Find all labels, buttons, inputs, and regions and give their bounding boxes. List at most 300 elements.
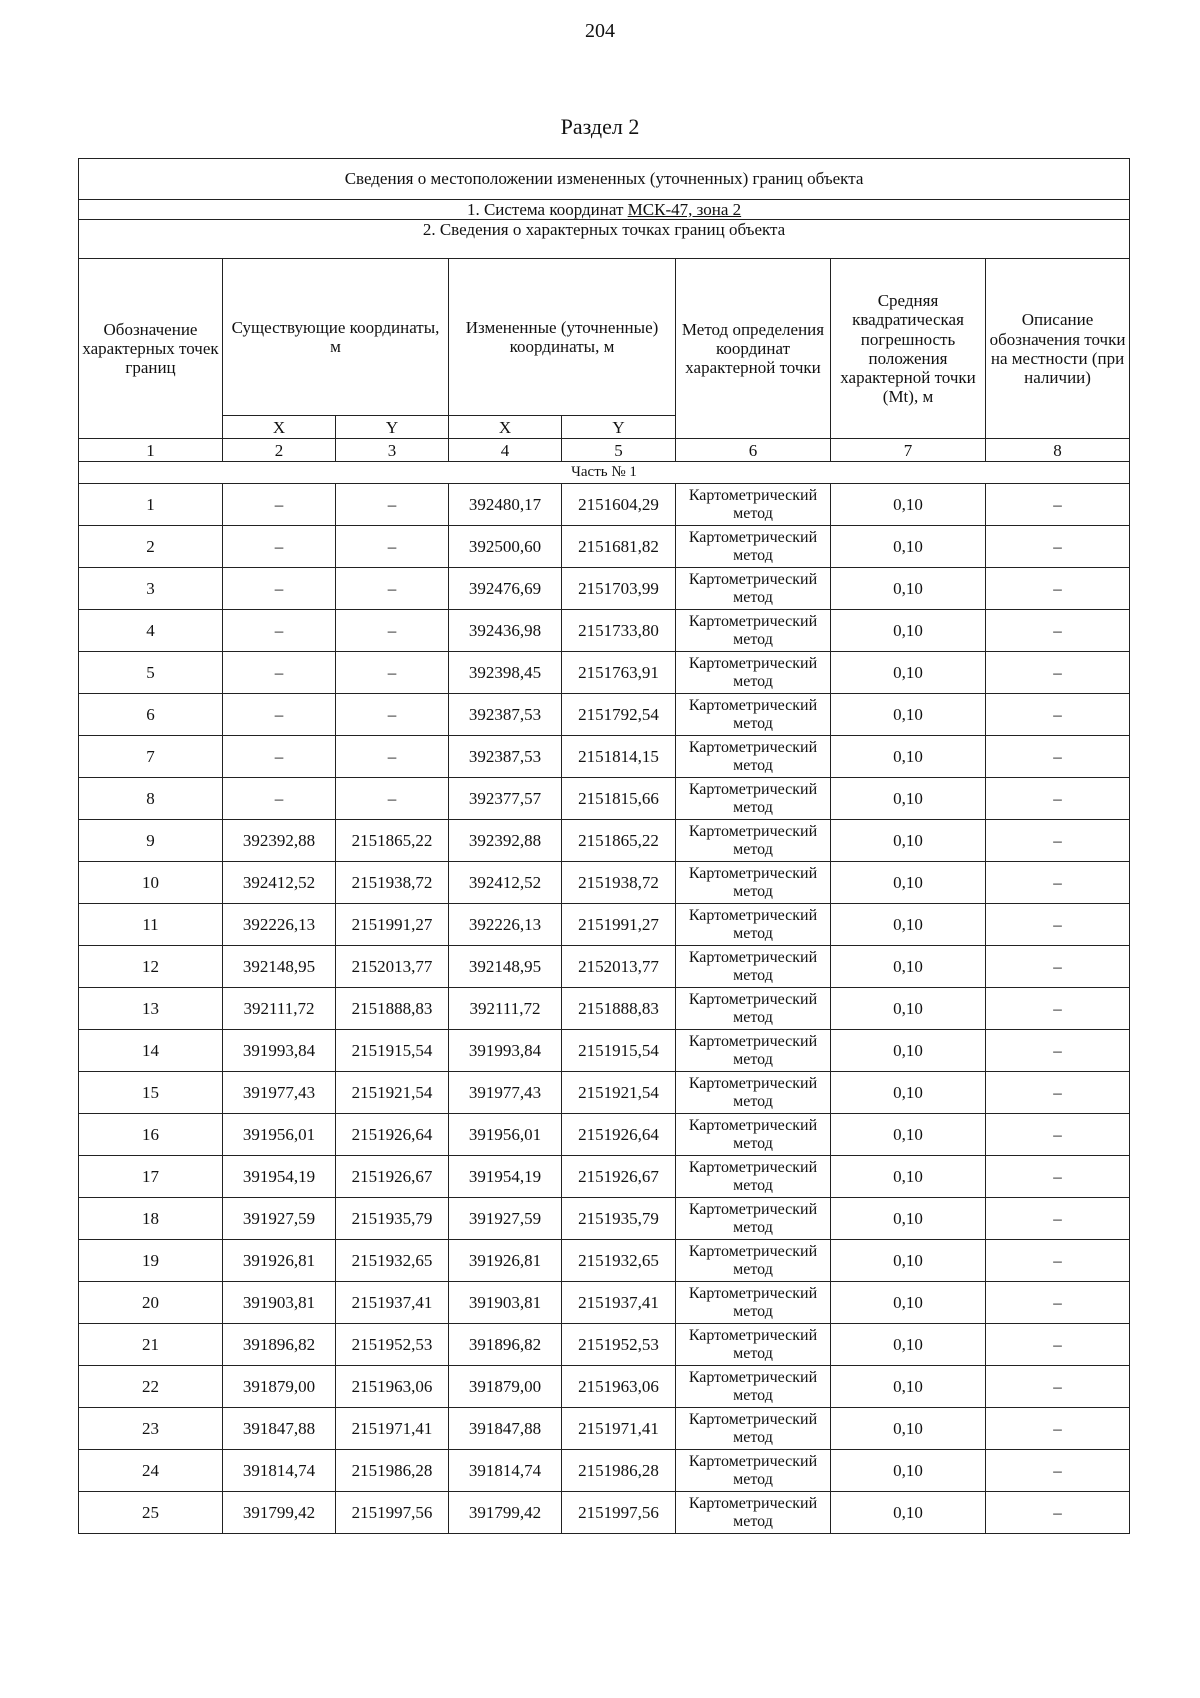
table-row xyxy=(79,820,1130,862)
method-line1: Картометрический xyxy=(688,864,818,882)
existing-x-cell: 391993,84 xyxy=(223,1030,336,1072)
header-designation: Обозначение характерных точек границ xyxy=(79,259,223,439)
coord-system-value: МСК-47, зона 2 xyxy=(627,200,742,219)
method-line2: метод xyxy=(733,504,773,522)
page-number: 204 xyxy=(585,20,615,42)
description-cell: – xyxy=(986,1408,1130,1450)
existing-x-cell: – xyxy=(223,652,336,694)
point-number-cell: 7 xyxy=(79,736,223,778)
changed-x-cell: 391799,42 xyxy=(449,1492,562,1534)
error-value-cell: 0,10 xyxy=(831,1324,986,1366)
changed-y-cell: 2151915,54 xyxy=(562,1030,676,1072)
changed-x-cell: 391927,59 xyxy=(449,1198,562,1240)
table-row xyxy=(79,1198,1130,1240)
description-cell: – xyxy=(986,988,1130,1030)
existing-x-cell: – xyxy=(223,484,336,526)
method-cell xyxy=(676,1366,831,1408)
changed-y-cell: 2151604,29 xyxy=(562,484,676,526)
error-value-cell: 0,10 xyxy=(831,1114,986,1156)
description-cell: – xyxy=(986,736,1130,778)
method-line2: метод xyxy=(733,1260,773,1278)
method-line2: метод xyxy=(733,1092,773,1110)
existing-x-cell: 391814,74 xyxy=(223,1450,336,1492)
table-row xyxy=(79,568,1130,610)
table-row xyxy=(79,1072,1130,1114)
point-number-cell: 9 xyxy=(79,820,223,862)
existing-y-cell: – xyxy=(336,610,449,652)
column-number: 2 xyxy=(223,439,336,462)
method-line2: метод xyxy=(733,924,773,942)
changed-x-cell: 392500,60 xyxy=(449,526,562,568)
changed-y-cell: 2151681,82 xyxy=(562,526,676,568)
point-number-cell: 6 xyxy=(79,694,223,736)
method-line2: метод xyxy=(733,1134,773,1152)
existing-x-cell: – xyxy=(223,736,336,778)
description-cell: – xyxy=(986,862,1130,904)
method-line2: метод xyxy=(733,1218,773,1236)
point-number-cell: 13 xyxy=(79,988,223,1030)
method-line2: метод xyxy=(733,756,773,774)
error-value-cell: 0,10 xyxy=(831,1240,986,1282)
existing-y-cell: 2151865,22 xyxy=(336,820,449,862)
description-cell: – xyxy=(986,904,1130,946)
existing-y-cell: 2151935,79 xyxy=(336,1198,449,1240)
error-value-cell: 0,10 xyxy=(831,694,986,736)
changed-y-cell: 2151935,79 xyxy=(562,1198,676,1240)
point-number-cell: 5 xyxy=(79,652,223,694)
changed-y-cell: 2151952,53 xyxy=(562,1324,676,1366)
section-title: Раздел 2 xyxy=(560,114,640,139)
existing-y-cell: – xyxy=(336,568,449,610)
header-changed-x: X xyxy=(449,416,562,439)
error-value-cell: 0,10 xyxy=(831,1450,986,1492)
header-method: Метод определения координат характерной точки xyxy=(676,259,831,439)
method-cell xyxy=(676,1408,831,1450)
error-value-cell: 0,10 xyxy=(831,862,986,904)
changed-y-cell: 2151792,54 xyxy=(562,694,676,736)
method-line2: метод xyxy=(733,1512,773,1530)
changed-x-cell: 391956,01 xyxy=(449,1114,562,1156)
method-line1: Картометрический xyxy=(688,1032,818,1050)
changed-y-cell: 2151733,80 xyxy=(562,610,676,652)
method-cell xyxy=(676,1492,831,1534)
existing-y-cell: – xyxy=(336,526,449,568)
method-line1: Картометрический xyxy=(688,1116,818,1134)
existing-x-cell: – xyxy=(223,568,336,610)
existing-y-cell: – xyxy=(336,778,449,820)
point-number-cell: 8 xyxy=(79,778,223,820)
changed-x-cell: 391814,74 xyxy=(449,1450,562,1492)
table-row xyxy=(79,904,1130,946)
column-number: 8 xyxy=(986,439,1130,462)
description-cell: – xyxy=(986,1156,1130,1198)
point-number-cell: 2 xyxy=(79,526,223,568)
changed-y-cell: 2151921,54 xyxy=(562,1072,676,1114)
changed-y-cell: 2151937,41 xyxy=(562,1282,676,1324)
method-line1: Картометрический xyxy=(688,948,818,966)
description-cell: – xyxy=(986,1072,1130,1114)
method-cell xyxy=(676,820,831,862)
method-cell xyxy=(676,1156,831,1198)
changed-y-cell: 2151963,06 xyxy=(562,1366,676,1408)
changed-y-cell: 2152013,77 xyxy=(562,946,676,988)
table-row xyxy=(79,1366,1130,1408)
point-number-cell: 21 xyxy=(79,1324,223,1366)
method-line2: метод xyxy=(733,588,773,606)
description-cell: – xyxy=(986,484,1130,526)
part-label: Часть № 1 xyxy=(79,462,1130,484)
method-line1: Картометрический xyxy=(688,1368,818,1386)
existing-y-cell: 2151938,72 xyxy=(336,862,449,904)
method-line1: Картометрический xyxy=(688,822,818,840)
changed-x-cell: 391993,84 xyxy=(449,1030,562,1072)
method-line1: Картометрический xyxy=(688,1200,818,1218)
changed-y-cell: 2151997,56 xyxy=(562,1492,676,1534)
header-description: Описание обозначения точки на местности (при наличии) xyxy=(986,259,1130,439)
description-cell: – xyxy=(986,1366,1130,1408)
method-line2: метод xyxy=(733,1344,773,1362)
existing-y-cell: 2151986,28 xyxy=(336,1450,449,1492)
method-line2: метод xyxy=(733,1302,773,1320)
error-value-cell: 0,10 xyxy=(831,1072,986,1114)
header-existing-coords: Существующие координаты, м xyxy=(223,259,449,416)
description-cell: – xyxy=(986,778,1130,820)
description-cell: – xyxy=(986,1030,1130,1072)
point-number-cell: 22 xyxy=(79,1366,223,1408)
column-number: 1 xyxy=(79,439,223,462)
error-value-cell: 0,10 xyxy=(831,904,986,946)
method-cell xyxy=(676,1114,831,1156)
existing-y-cell: 2151997,56 xyxy=(336,1492,449,1534)
existing-y-cell: 2151926,64 xyxy=(336,1114,449,1156)
method-cell xyxy=(676,610,831,652)
point-number-cell: 20 xyxy=(79,1282,223,1324)
header-existing-y: Y xyxy=(336,416,449,439)
method-line1: Картометрический xyxy=(688,1158,818,1176)
existing-x-cell: – xyxy=(223,610,336,652)
table-row xyxy=(79,526,1130,568)
points-info-line: 2. Сведения о характерных точках границ объекта xyxy=(79,220,1130,259)
existing-x-cell: 391847,88 xyxy=(223,1408,336,1450)
changed-y-cell: 2151926,64 xyxy=(562,1114,676,1156)
existing-y-cell: – xyxy=(336,484,449,526)
description-cell: – xyxy=(986,694,1130,736)
table-row xyxy=(79,652,1130,694)
method-cell xyxy=(676,1324,831,1366)
description-cell: – xyxy=(986,820,1130,862)
error-value-cell: 0,10 xyxy=(831,1366,986,1408)
header-error: Средняя квадратическая погрешность положения характерной точки (Мt), м xyxy=(831,259,986,439)
method-cell xyxy=(676,736,831,778)
header-changed-coords: Измененные (уточненные) координаты, м xyxy=(449,259,676,416)
changed-x-cell: 392412,52 xyxy=(449,862,562,904)
method-cell xyxy=(676,1198,831,1240)
error-value-cell: 0,10 xyxy=(831,568,986,610)
method-cell xyxy=(676,694,831,736)
existing-x-cell: 391956,01 xyxy=(223,1114,336,1156)
point-number-cell: 24 xyxy=(79,1450,223,1492)
error-value-cell: 0,10 xyxy=(831,778,986,820)
method-line1: Картометрический xyxy=(688,570,818,588)
method-line2: метод xyxy=(733,798,773,816)
table-row xyxy=(79,1408,1130,1450)
method-cell xyxy=(676,1282,831,1324)
table-row xyxy=(79,862,1130,904)
changed-x-cell: 391847,88 xyxy=(449,1408,562,1450)
method-line1: Картометрический xyxy=(688,1242,818,1260)
method-cell xyxy=(676,862,831,904)
method-line1: Картометрический xyxy=(688,1284,818,1302)
existing-x-cell: 391977,43 xyxy=(223,1072,336,1114)
method-line2: метод xyxy=(733,630,773,648)
changed-y-cell: 2151938,72 xyxy=(562,862,676,904)
method-line1: Картометрический xyxy=(688,738,818,756)
changed-x-cell: 392436,98 xyxy=(449,610,562,652)
error-value-cell: 0,10 xyxy=(831,526,986,568)
table-row xyxy=(79,1282,1130,1324)
changed-y-cell: 2151814,15 xyxy=(562,736,676,778)
error-value-cell: 0,10 xyxy=(831,946,986,988)
existing-y-cell: 2151952,53 xyxy=(336,1324,449,1366)
method-cell xyxy=(676,904,831,946)
existing-y-cell: – xyxy=(336,694,449,736)
changed-x-cell: 392111,72 xyxy=(449,988,562,1030)
table-title: Сведения о местоположении измененных (уточненных) границ объекта xyxy=(79,159,1130,200)
coord-system-line xyxy=(79,200,1130,220)
method-line1: Картометрический xyxy=(688,780,818,798)
changed-x-cell: 392377,57 xyxy=(449,778,562,820)
changed-y-cell: 2151763,91 xyxy=(562,652,676,694)
changed-x-cell: 392392,88 xyxy=(449,820,562,862)
changed-x-cell: 392387,53 xyxy=(449,694,562,736)
description-cell: – xyxy=(986,946,1130,988)
column-number: 6 xyxy=(676,439,831,462)
existing-x-cell: 392111,72 xyxy=(223,988,336,1030)
method-line2: метод xyxy=(733,1008,773,1026)
table-row xyxy=(79,988,1130,1030)
method-cell xyxy=(676,652,831,694)
method-cell xyxy=(676,946,831,988)
method-cell xyxy=(676,1450,831,1492)
error-value-cell: 0,10 xyxy=(831,1282,986,1324)
point-number-cell: 10 xyxy=(79,862,223,904)
method-cell xyxy=(676,484,831,526)
error-value-cell: 0,10 xyxy=(831,820,986,862)
existing-x-cell: 391927,59 xyxy=(223,1198,336,1240)
existing-y-cell: 2152013,77 xyxy=(336,946,449,988)
existing-y-cell: 2151921,54 xyxy=(336,1072,449,1114)
existing-x-cell: 391954,19 xyxy=(223,1156,336,1198)
changed-y-cell: 2151888,83 xyxy=(562,988,676,1030)
existing-y-cell: 2151991,27 xyxy=(336,904,449,946)
existing-x-cell: 392148,95 xyxy=(223,946,336,988)
point-number-cell: 18 xyxy=(79,1198,223,1240)
changed-y-cell: 2151815,66 xyxy=(562,778,676,820)
method-line2: метод xyxy=(733,1050,773,1068)
changed-x-cell: 391926,81 xyxy=(449,1240,562,1282)
method-line2: метод xyxy=(733,840,773,858)
description-cell: – xyxy=(986,568,1130,610)
changed-x-cell: 392148,95 xyxy=(449,946,562,988)
error-value-cell: 0,10 xyxy=(831,988,986,1030)
table-row xyxy=(79,736,1130,778)
point-number-cell: 14 xyxy=(79,1030,223,1072)
table-row xyxy=(79,1156,1130,1198)
method-line2: метод xyxy=(733,1386,773,1404)
existing-y-cell: 2151926,67 xyxy=(336,1156,449,1198)
point-number-cell: 16 xyxy=(79,1114,223,1156)
method-line1: Картометрический xyxy=(688,906,818,924)
description-cell: – xyxy=(986,526,1130,568)
changed-y-cell: 2151703,99 xyxy=(562,568,676,610)
changed-x-cell: 392476,69 xyxy=(449,568,562,610)
method-cell xyxy=(676,568,831,610)
changed-x-cell: 392398,45 xyxy=(449,652,562,694)
error-value-cell: 0,10 xyxy=(831,1030,986,1072)
table-row xyxy=(79,1240,1130,1282)
method-line1: Картометрический xyxy=(688,1494,818,1512)
method-line1: Картометрический xyxy=(688,528,818,546)
table-row xyxy=(79,694,1130,736)
existing-x-cell: 392226,13 xyxy=(223,904,336,946)
boundary-points-table xyxy=(78,158,1130,1534)
table-row xyxy=(79,1114,1130,1156)
point-number-cell: 11 xyxy=(79,904,223,946)
description-cell: – xyxy=(986,652,1130,694)
point-number-cell: 25 xyxy=(79,1492,223,1534)
description-cell: – xyxy=(986,1450,1130,1492)
method-line2: метод xyxy=(733,672,773,690)
error-value-cell: 0,10 xyxy=(831,1492,986,1534)
description-cell: – xyxy=(986,1282,1130,1324)
error-value-cell: 0,10 xyxy=(831,1198,986,1240)
method-line2: метод xyxy=(733,966,773,984)
method-cell xyxy=(676,988,831,1030)
point-number-cell: 19 xyxy=(79,1240,223,1282)
existing-x-cell: 391926,81 xyxy=(223,1240,336,1282)
method-line1: Картометрический xyxy=(688,696,818,714)
changed-y-cell: 2151865,22 xyxy=(562,820,676,862)
existing-x-cell: 391799,42 xyxy=(223,1492,336,1534)
error-value-cell: 0,10 xyxy=(831,1408,986,1450)
changed-x-cell: 391977,43 xyxy=(449,1072,562,1114)
table-row xyxy=(79,1324,1130,1366)
description-cell: – xyxy=(986,1114,1130,1156)
existing-y-cell: – xyxy=(336,652,449,694)
changed-y-cell: 2151986,28 xyxy=(562,1450,676,1492)
changed-x-cell: 391903,81 xyxy=(449,1282,562,1324)
changed-x-cell: 391954,19 xyxy=(449,1156,562,1198)
method-line2: метод xyxy=(733,1428,773,1446)
error-value-cell: 0,10 xyxy=(831,736,986,778)
column-number: 5 xyxy=(562,439,676,462)
existing-x-cell: – xyxy=(223,526,336,568)
description-cell: – xyxy=(986,1198,1130,1240)
method-line2: метод xyxy=(733,882,773,900)
point-number-cell: 12 xyxy=(79,946,223,988)
description-cell: – xyxy=(986,610,1130,652)
error-value-cell: 0,10 xyxy=(831,484,986,526)
method-cell xyxy=(676,526,831,568)
changed-x-cell: 391896,82 xyxy=(449,1324,562,1366)
existing-y-cell: 2151937,41 xyxy=(336,1282,449,1324)
table-row xyxy=(79,1450,1130,1492)
method-cell xyxy=(676,778,831,820)
method-line2: метод xyxy=(733,1176,773,1194)
changed-y-cell: 2151932,65 xyxy=(562,1240,676,1282)
header-changed-y: Y xyxy=(562,416,676,439)
existing-x-cell: 392412,52 xyxy=(223,862,336,904)
existing-x-cell: 391879,00 xyxy=(223,1366,336,1408)
header-existing-x: X xyxy=(223,416,336,439)
table-row xyxy=(79,484,1130,526)
error-value-cell: 0,10 xyxy=(831,610,986,652)
method-cell xyxy=(676,1072,831,1114)
existing-x-cell: 392392,88 xyxy=(223,820,336,862)
point-number-cell: 4 xyxy=(79,610,223,652)
method-line1: Картометрический xyxy=(688,1452,818,1470)
table-row xyxy=(79,778,1130,820)
method-cell xyxy=(676,1240,831,1282)
changed-y-cell: 2151971,41 xyxy=(562,1408,676,1450)
method-line1: Картометрический xyxy=(688,654,818,672)
column-number: 4 xyxy=(449,439,562,462)
changed-y-cell: 2151991,27 xyxy=(562,904,676,946)
method-line2: метод xyxy=(733,714,773,732)
existing-y-cell: 2151932,65 xyxy=(336,1240,449,1282)
existing-x-cell: – xyxy=(223,778,336,820)
method-line1: Картометрический xyxy=(688,990,818,1008)
method-cell xyxy=(676,1030,831,1072)
existing-x-cell: 391896,82 xyxy=(223,1324,336,1366)
point-number-cell: 23 xyxy=(79,1408,223,1450)
coord-system-prefix: 1. Система координат xyxy=(466,200,628,219)
table-row xyxy=(79,610,1130,652)
existing-y-cell: 2151915,54 xyxy=(336,1030,449,1072)
method-line1: Картометрический xyxy=(688,612,818,630)
table-row xyxy=(79,1030,1130,1072)
existing-x-cell: 391903,81 xyxy=(223,1282,336,1324)
point-number-cell: 17 xyxy=(79,1156,223,1198)
table-row xyxy=(79,946,1130,988)
point-number-cell: 15 xyxy=(79,1072,223,1114)
error-value-cell: 0,10 xyxy=(831,652,986,694)
changed-x-cell: 392480,17 xyxy=(449,484,562,526)
existing-y-cell: – xyxy=(336,736,449,778)
error-value-cell: 0,10 xyxy=(831,1156,986,1198)
method-line1: Картометрический xyxy=(688,1410,818,1428)
existing-y-cell: 2151971,41 xyxy=(336,1408,449,1450)
changed-x-cell: 392226,13 xyxy=(449,904,562,946)
point-number-cell: 3 xyxy=(79,568,223,610)
table-row xyxy=(79,1492,1130,1534)
description-cell: – xyxy=(986,1324,1130,1366)
method-line1: Картометрический xyxy=(688,1074,818,1092)
description-cell: – xyxy=(986,1240,1130,1282)
point-number-cell: 1 xyxy=(79,484,223,526)
method-line1: Картометрический xyxy=(688,486,818,504)
description-cell: – xyxy=(986,1492,1130,1534)
changed-x-cell: 392387,53 xyxy=(449,736,562,778)
existing-x-cell: – xyxy=(223,694,336,736)
method-line2: метод xyxy=(733,1470,773,1488)
existing-y-cell: 2151888,83 xyxy=(336,988,449,1030)
existing-y-cell: 2151963,06 xyxy=(336,1366,449,1408)
column-number: 3 xyxy=(336,439,449,462)
method-line2: метод xyxy=(733,546,773,564)
changed-x-cell: 391879,00 xyxy=(449,1366,562,1408)
method-line1: Картометрический xyxy=(688,1326,818,1344)
